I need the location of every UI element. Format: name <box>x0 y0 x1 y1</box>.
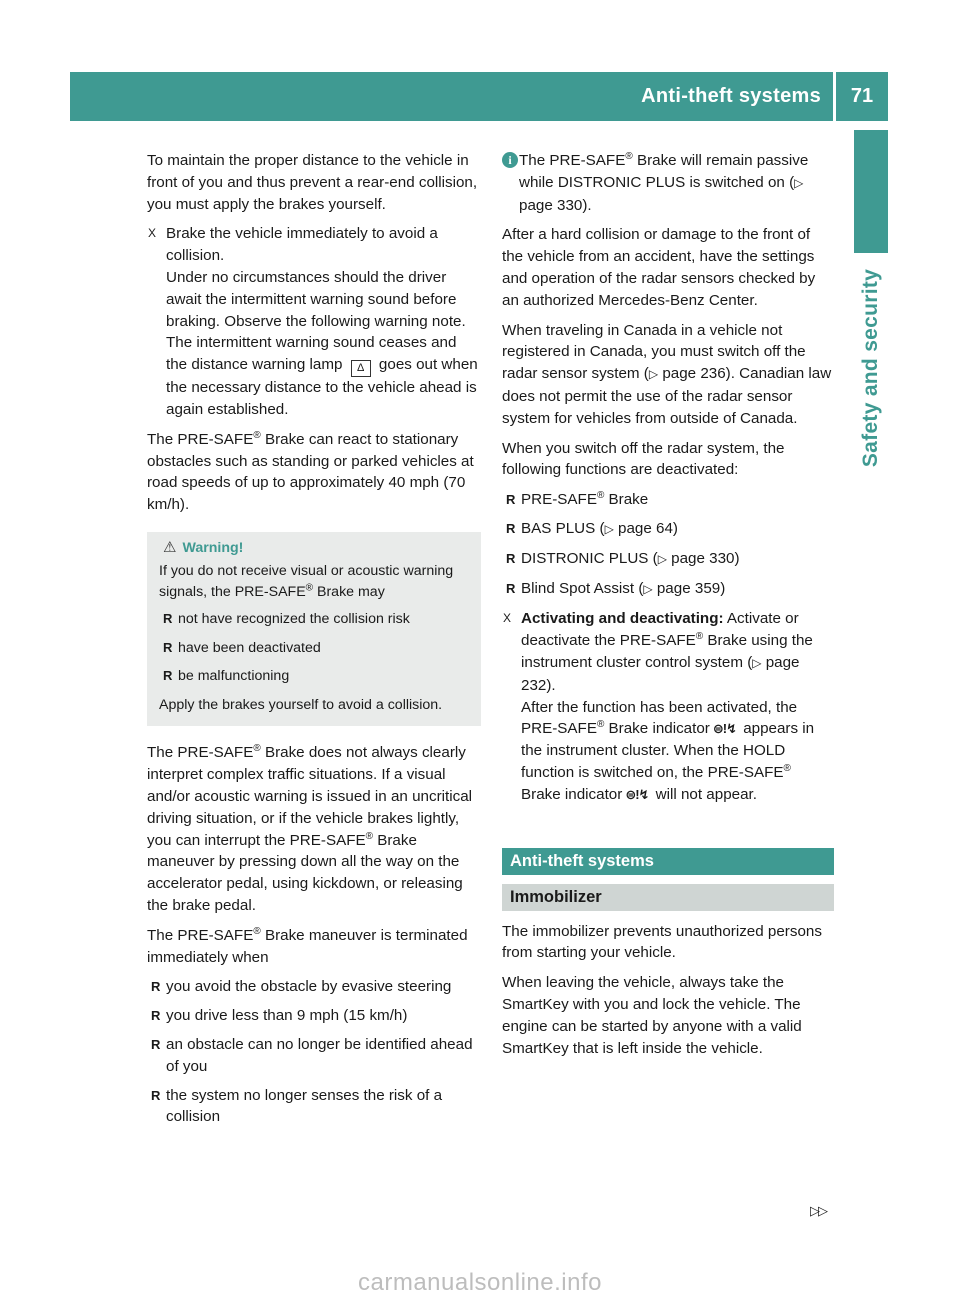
paragraph-deactivated: When you switch off the radar system, the following functions are deactivated: <box>502 439 785 479</box>
warning-footer: Apply the brakes yourself to avoid a collision. <box>159 696 443 713</box>
header-title: Anti-theft systems <box>641 84 821 107</box>
subsection-heading: Immobilizer <box>502 884 834 911</box>
page-ref-236[interactable]: page 236). Canadian law does not permit the use of the radar sensor system for vehicles from outside of Canada. <box>502 365 832 427</box>
list-item: R you avoid the obstacle by evasive steering <box>147 976 481 998</box>
warning-text: If you do not receive visual or acoustic warning signals, the PRE-SAFE® Brake may <box>159 563 454 600</box>
warning-box <box>147 532 481 727</box>
side-tab-marker <box>854 130 888 253</box>
list-item: R not have recognized the collision risk <box>159 609 475 630</box>
paragraph-immobilizer: The immobilizer prevents unauthorized persons from starting your vehicle. <box>502 922 822 962</box>
page-header <box>70 72 888 121</box>
list-item: R Blind Spot Assist (▷ page 359) <box>502 578 834 601</box>
step-icon: X <box>148 226 157 241</box>
list-item: R the system no longer senses the risk of a collision <box>147 1085 481 1129</box>
list-item: R DISTRONIC PLUS (▷ page 330) <box>502 548 834 571</box>
brake-indicator-icon: ⊜!↯ <box>625 786 649 802</box>
info-icon: i <box>502 152 518 168</box>
step-activate: X Activating and deactivating: Activate or deactivate the PRE-SAFE® Brake using the instrument cluster control system (▷ page 232). After the function has been activated, the PRE-SAFE® Brake indicator ⊜!↯ appears in the instrument cluster. When the HOLD function is switched on, the PRE-SAFE® Brake indicator ⊜!↯ will not appear. <box>502 608 834 805</box>
paragraph-smartkey: When leaving the vehicle, always take the SmartKey with you and lock the vehicle. The engine can be started by anyone with a valid SmartKey that is left inside the vehicle. <box>502 974 802 1057</box>
deactivated-functions-list <box>502 489 834 600</box>
paragraph-canada: When traveling in Canada in a vehicle not registered in Canada, you must switch off the radar sensor system (▷ page 236). Canadian law does not permit the use of the radar sensor system for vehicles from outside of Canada. <box>502 321 832 427</box>
paragraph-stationary: The PRE-SAFE® Brake can react to stationary obstacles such as standing or parked vehicles at road speeds of up to approximately 40 mph (70 km/h). <box>147 429 474 514</box>
paragraph-interpret: The PRE-SAFE® Brake does not always clearly interpret complex traffic situations. If a visual and/or acoustic warning is issued in an uncritical driving situation, or if the vehicle brakes lightly, you can interrupt the PRE-SAFE® Brake maneuver by pressing down all the way on the accelerator pedal, using kickdown, or releasing the brake pedal. <box>147 743 473 915</box>
continue-arrow-icon: ▷▷ <box>810 1203 826 1218</box>
left-column <box>147 150 481 1136</box>
page-ref-arrow-icon: ▷ <box>752 655 762 670</box>
intro-paragraph: To maintain the proper distance to the vehicle in front of you and thus prevent a rear-end collision, you must apply the brakes yourself. <box>147 152 478 213</box>
list-item: R BAS PLUS (▷ page 64) <box>502 518 834 541</box>
page-ref-359[interactable]: page 359) <box>652 579 726 597</box>
warning-heading: ⚠ Warning! <box>159 538 475 559</box>
side-tab-label: Safety and security <box>859 268 883 468</box>
page-ref-330[interactable]: page 330). <box>519 196 592 214</box>
section-heading: Anti-theft systems <box>502 848 834 875</box>
list-item: R have been deactivated <box>159 638 475 659</box>
page-ref-arrow-icon: ▷ <box>643 581 653 596</box>
distance-warning-lamp-icon: Δ <box>351 360 371 377</box>
step-note: Under no circumstances should the driver await the intermittent warning sound before braking. Observe the following warning note. <box>166 268 466 330</box>
page-ref-330[interactable]: page 330) <box>666 549 740 567</box>
page-ref-arrow-icon: ▷ <box>604 521 614 536</box>
info-note: i The PRE-SAFE® Brake will remain passive while DISTRONIC PLUS is switched on (▷ page 330). <box>502 150 834 216</box>
step-brake <box>147 223 481 267</box>
warning-bullets <box>159 609 475 687</box>
watermark: carmanualsonline.info <box>358 1269 602 1296</box>
list-item: R an obstacle can no longer be identified ahead of you <box>147 1034 481 1078</box>
step-icon: X <box>503 611 512 626</box>
page-number: 71 <box>850 84 874 107</box>
page-ref-232[interactable]: page 232). <box>521 653 800 694</box>
list-item: R be malfunctioning <box>159 666 475 687</box>
paragraph-collision: After a hard collision or damage to the front of the vehicle from an accident, have the settings and operation of the radar sensors checked by an authorized Mercedes-Benz Center. <box>502 226 816 309</box>
list-item: R you drive less than 9 mph (15 km/h) <box>147 1005 481 1027</box>
brake-indicator-icon: ⊜!↯ <box>712 721 736 737</box>
step-label: Brake the vehicle immediately to avoid a collision. <box>166 225 438 265</box>
page-ref-arrow-icon: ▷ <box>648 367 659 382</box>
page-ref-64[interactable]: page 64) <box>613 519 678 537</box>
step-note-lamp: The intermittent warning sound ceases and the distance warning lamp Δ goes out when the necessary distance to the vehicle ahead is again established. <box>166 334 478 418</box>
page-ref-arrow-icon: ▷ <box>657 551 667 566</box>
termination-bullets <box>147 976 481 1128</box>
right-column <box>502 150 834 1067</box>
paragraph-terminated: The PRE-SAFE® Brake maneuver is terminated immediately when <box>147 925 468 966</box>
list-item: R PRE-SAFE® Brake <box>502 489 834 511</box>
page-ref-arrow-icon: ▷ <box>794 175 804 190</box>
warning-triangle-icon: ⚠ <box>163 538 177 556</box>
